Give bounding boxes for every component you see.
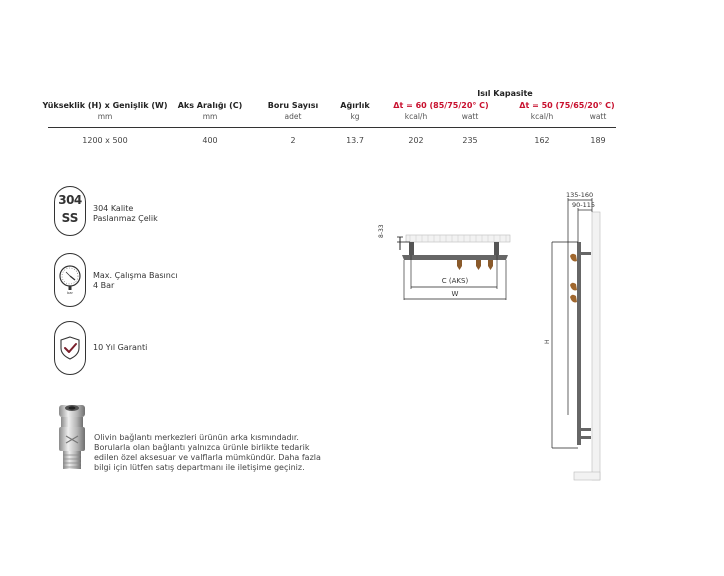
- cell-dimensions: 1200 x 500: [82, 136, 128, 145]
- feature-pressure-line-2: 4 Bar: [93, 281, 115, 290]
- cell-dt50-watt: 189: [590, 136, 606, 145]
- cell-axis: 400: [202, 136, 218, 145]
- dim-c-label: C (AKS): [441, 277, 469, 285]
- feature-pressure-line-1: Max. Çalışma Basıncı: [93, 271, 178, 280]
- feature-warranty-text: [93, 343, 147, 353]
- feature-pressure-text: [93, 271, 177, 291]
- feature-steel-text: [93, 204, 158, 224]
- note-line-4: bilgi için lütfen satış departmanı ile iletişime geçiniz.: [94, 463, 305, 472]
- col-header-dimensions: Yükseklik (H) x Genişlik (W): [42, 101, 168, 110]
- cell-dt60-watt: 235: [462, 136, 478, 145]
- cell-weight: 13.7: [346, 136, 364, 145]
- shield-check-icon: [55, 322, 85, 374]
- dt60-unit-kcal: kcal/h: [404, 112, 428, 121]
- cell-dt60-kcal: 202: [408, 136, 424, 145]
- steel-304-ss-icon: [54, 186, 86, 236]
- group-header: Isıl Kapasite: [477, 89, 533, 98]
- dim-outer-label: 135-160: [566, 191, 594, 199]
- cell-pipes: 2: [290, 136, 296, 145]
- col-unit-axis: mm: [202, 112, 218, 121]
- feature-warranty-line-1: 10 Yıl Garanti: [93, 343, 148, 352]
- dt50-unit-kcal: kcal/h: [530, 112, 554, 121]
- pipe-fitting-image: [52, 403, 92, 473]
- col-unit-pipes: adet: [284, 112, 302, 121]
- side-view-diagram: [548, 190, 608, 490]
- gauge-label: bar: [67, 291, 73, 295]
- dim-inner-label: 90-115: [572, 201, 596, 209]
- cell-dt50-kcal: 162: [534, 136, 550, 145]
- note-line-1: Olivin bağlantı merkezleri ürünün arka kısmındadır.: [94, 433, 299, 442]
- dim-h-label: H: [544, 339, 551, 344]
- col-header-pipes: Boru Sayısı: [267, 101, 319, 110]
- col-header-weight: Ağırlık: [340, 101, 370, 110]
- wall-top-view: [406, 235, 510, 242]
- pressure-gauge-badge: [54, 253, 86, 307]
- feature-steel-line-1: 304 Kalite: [93, 204, 134, 213]
- dim-w-label: W: [451, 290, 459, 298]
- pressure-gauge-icon: [55, 254, 85, 306]
- dt60-header: Δt = 60 (85/75/20° C): [393, 101, 489, 110]
- badge-top-text: 304: [58, 193, 82, 207]
- warranty-badge: [54, 321, 86, 375]
- dt50-unit-watt: watt: [589, 112, 607, 121]
- col-header-axis: Aks Aralığı (C): [177, 101, 243, 110]
- badge-bottom-text: SS: [61, 211, 79, 225]
- table-divider: [48, 127, 616, 128]
- dim-depth-label: 8-33: [378, 224, 385, 238]
- dt60-unit-watt: watt: [461, 112, 479, 121]
- valves: [457, 260, 493, 270]
- note-line-3: edilen özel aksesuar ve valflarla mümkündür. Daha fazla: [94, 453, 321, 462]
- feature-steel-line-2: Paslanmaz Çelik: [93, 214, 158, 223]
- col-unit-dimensions: mm: [97, 112, 113, 121]
- col-unit-weight: kg: [350, 112, 360, 121]
- note-line-2: Borularla olan bağlantı yalnızca ürünle birlikte tedarik: [94, 443, 310, 452]
- dt50-header: Δt = 50 (75/65/20° C): [519, 101, 615, 110]
- connection-note: [94, 433, 364, 473]
- towel-hooks: [570, 254, 577, 303]
